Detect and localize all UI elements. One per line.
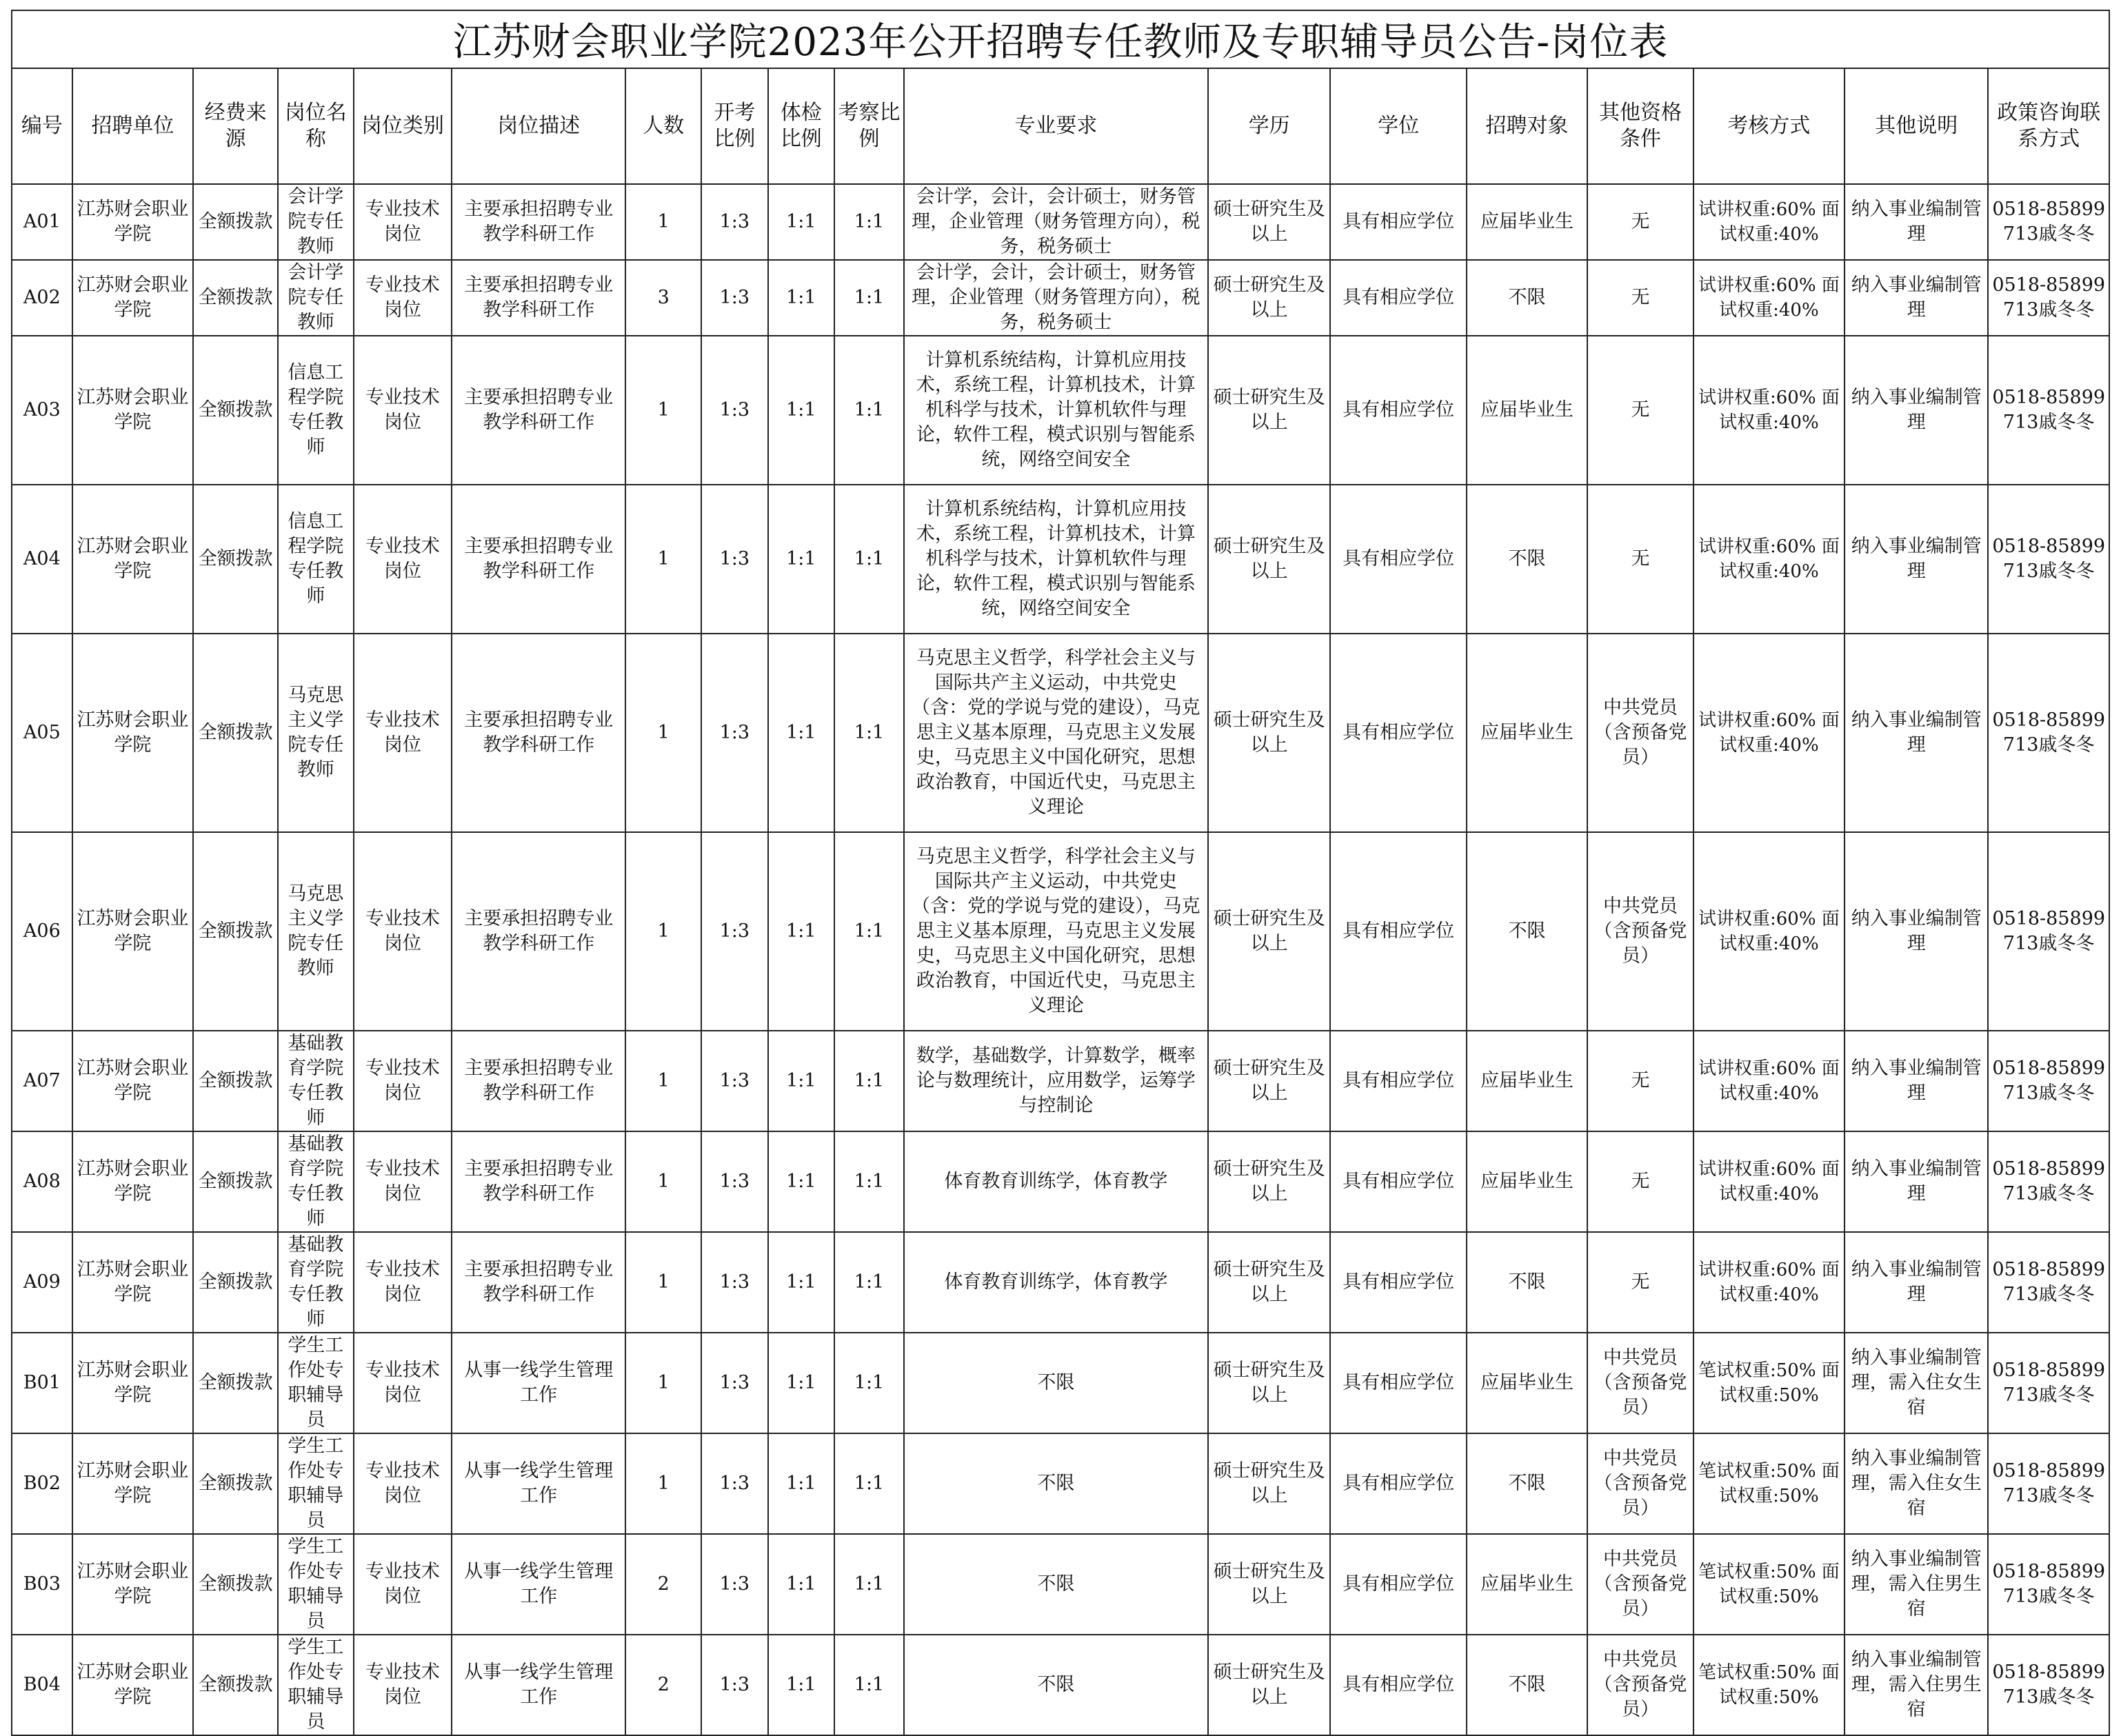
cell-edu: 硕士研究生及以上 bbox=[1208, 634, 1331, 832]
cell-unit: 江苏财会职业学院 bbox=[72, 485, 193, 634]
table-row bbox=[12, 260, 2109, 336]
cell-note: 纳入事业编制管理 bbox=[1844, 184, 1988, 260]
cell-type: 专业技术岗位 bbox=[354, 1433, 452, 1534]
cell-post: 学生工作处专职辅导员 bbox=[278, 1333, 354, 1433]
cell-inv-ratio: 1:1 bbox=[834, 260, 904, 336]
cell-desc: 从事一线学生管理工作 bbox=[452, 1433, 625, 1534]
cell-major: 会计学，会计，会计硕士，财务管理，企业管理（财务管理方向），税务，税务硕士 bbox=[904, 184, 1208, 260]
cell-contact: 0518-85899713戚冬冬 bbox=[1988, 184, 2109, 260]
cell-id: A02 bbox=[12, 260, 72, 336]
table-row bbox=[12, 1232, 2109, 1333]
cell-major: 马克思主义哲学，科学社会主义与国际共产主义运动，中共党史（含：党的学说与党的建设），马克思主义基本原理，马克思主义发展史，马克思主义中国化研究，思想政治教育，中国近代史，马克思主义理论 bbox=[904, 832, 1208, 1031]
cell-note: 纳入事业编制管理 bbox=[1844, 634, 1988, 832]
cell-unit: 江苏财会职业学院 bbox=[72, 634, 193, 832]
cell-exam-ratio: 1:3 bbox=[701, 485, 768, 634]
cell-assess: 试讲权重:60% 面试权重:40% bbox=[1693, 1232, 1844, 1333]
col-header-contact: 政策咨询联系方式 bbox=[1988, 68, 2109, 184]
cell-med-ratio: 1:1 bbox=[768, 1433, 835, 1534]
cell-post: 学生工作处专职辅导员 bbox=[278, 1534, 354, 1635]
cell-id: B02 bbox=[12, 1433, 72, 1534]
cell-med-ratio: 1:1 bbox=[768, 1232, 835, 1333]
cell-degree: 具有相应学位 bbox=[1330, 1433, 1466, 1534]
cell-inv-ratio: 1:1 bbox=[834, 485, 904, 634]
cell-other: 中共党员（含预备党员） bbox=[1587, 1433, 1693, 1534]
cell-other: 无 bbox=[1587, 184, 1693, 260]
cell-degree: 具有相应学位 bbox=[1330, 1232, 1466, 1333]
cell-med-ratio: 1:1 bbox=[768, 1635, 835, 1735]
cell-num: 1 bbox=[625, 832, 701, 1031]
cell-med-ratio: 1:1 bbox=[768, 1333, 835, 1433]
job-posting-sheet bbox=[11, 10, 2110, 1733]
cell-edu: 硕士研究生及以上 bbox=[1208, 260, 1331, 336]
cell-target: 不限 bbox=[1467, 1232, 1587, 1333]
cell-note: 纳入事业编制管理，需入住女生宿 bbox=[1844, 1433, 1988, 1534]
cell-unit: 江苏财会职业学院 bbox=[72, 184, 193, 260]
cell-fund: 全额拨款 bbox=[193, 336, 278, 485]
cell-degree: 具有相应学位 bbox=[1330, 184, 1466, 260]
cell-note: 纳入事业编制管理，需入住男生宿 bbox=[1844, 1534, 1988, 1635]
cell-assess: 试讲权重:60% 面试权重:40% bbox=[1693, 1031, 1844, 1131]
cell-post: 信息工程学院专任教师 bbox=[278, 336, 354, 485]
cell-target: 应届毕业生 bbox=[1467, 1031, 1587, 1131]
cell-exam-ratio: 1:3 bbox=[701, 260, 768, 336]
cell-post: 学生工作处专职辅导员 bbox=[278, 1635, 354, 1735]
cell-id: A09 bbox=[12, 1232, 72, 1333]
cell-id: A04 bbox=[12, 485, 72, 634]
cell-contact: 0518-85899713戚冬冬 bbox=[1988, 1131, 2109, 1232]
cell-unit: 江苏财会职业学院 bbox=[72, 1031, 193, 1131]
cell-major: 不限 bbox=[904, 1433, 1208, 1534]
cell-fund: 全额拨款 bbox=[193, 634, 278, 832]
cell-inv-ratio: 1:1 bbox=[834, 1534, 904, 1635]
cell-post: 基础教育学院专任教师 bbox=[278, 1232, 354, 1333]
cell-desc: 从事一线学生管理工作 bbox=[452, 1534, 625, 1635]
cell-major: 不限 bbox=[904, 1635, 1208, 1735]
cell-inv-ratio: 1:1 bbox=[834, 1635, 904, 1735]
cell-type: 专业技术岗位 bbox=[354, 1333, 452, 1433]
cell-type: 专业技术岗位 bbox=[354, 485, 452, 634]
cell-med-ratio: 1:1 bbox=[768, 1131, 835, 1232]
cell-edu: 硕士研究生及以上 bbox=[1208, 485, 1331, 634]
cell-target: 不限 bbox=[1467, 1433, 1587, 1534]
cell-edu: 硕士研究生及以上 bbox=[1208, 1131, 1331, 1232]
cell-unit: 江苏财会职业学院 bbox=[72, 260, 193, 336]
cell-note: 纳入事业编制管理 bbox=[1844, 1131, 1988, 1232]
cell-med-ratio: 1:1 bbox=[768, 634, 835, 832]
cell-type: 专业技术岗位 bbox=[354, 1534, 452, 1635]
cell-other: 无 bbox=[1587, 485, 1693, 634]
cell-num: 3 bbox=[625, 260, 701, 336]
cell-target: 不限 bbox=[1467, 1635, 1587, 1735]
col-header-major: 专业要求 bbox=[904, 68, 1208, 184]
cell-target: 应届毕业生 bbox=[1467, 1131, 1587, 1232]
col-header-degree: 学位 bbox=[1330, 68, 1466, 184]
cell-id: B03 bbox=[12, 1534, 72, 1635]
cell-exam-ratio: 1:3 bbox=[701, 1534, 768, 1635]
cell-desc: 主要承担招聘专业教学科研工作 bbox=[452, 634, 625, 832]
table-row bbox=[12, 336, 2109, 485]
cell-id: A07 bbox=[12, 1031, 72, 1131]
cell-degree: 具有相应学位 bbox=[1330, 832, 1466, 1031]
cell-edu: 硕士研究生及以上 bbox=[1208, 1333, 1331, 1433]
cell-fund: 全额拨款 bbox=[193, 1131, 278, 1232]
col-header-exam-ratio: 开考比例 bbox=[701, 68, 768, 184]
cell-contact: 0518-85899713戚冬冬 bbox=[1988, 1031, 2109, 1131]
table-row bbox=[12, 485, 2109, 634]
cell-num: 1 bbox=[625, 1131, 701, 1232]
cell-target: 应届毕业生 bbox=[1467, 1534, 1587, 1635]
cell-degree: 具有相应学位 bbox=[1330, 260, 1466, 336]
cell-exam-ratio: 1:3 bbox=[701, 832, 768, 1031]
cell-target: 不限 bbox=[1467, 260, 1587, 336]
cell-id: A01 bbox=[12, 184, 72, 260]
cell-note: 纳入事业编制管理 bbox=[1844, 1031, 1988, 1131]
cell-post: 马克思主义学院专任教师 bbox=[278, 634, 354, 832]
cell-target: 应届毕业生 bbox=[1467, 1333, 1587, 1433]
cell-target: 不限 bbox=[1467, 832, 1587, 1031]
table-row bbox=[12, 184, 2109, 260]
cell-fund: 全额拨款 bbox=[193, 1635, 278, 1735]
cell-num: 1 bbox=[625, 184, 701, 260]
cell-fund: 全额拨款 bbox=[193, 1031, 278, 1131]
cell-post: 基础教育学院专任教师 bbox=[278, 1131, 354, 1232]
cell-num: 1 bbox=[625, 485, 701, 634]
cell-major: 数学，基础数学，计算数学，概率论与数理统计，应用数学，运筹学与控制论 bbox=[904, 1031, 1208, 1131]
cell-target: 不限 bbox=[1467, 485, 1587, 634]
cell-inv-ratio: 1:1 bbox=[834, 1131, 904, 1232]
col-header-other: 其他资格条件 bbox=[1587, 68, 1693, 184]
cell-edu: 硕士研究生及以上 bbox=[1208, 1031, 1331, 1131]
cell-num: 1 bbox=[625, 634, 701, 832]
cell-exam-ratio: 1:3 bbox=[701, 1635, 768, 1735]
cell-edu: 硕士研究生及以上 bbox=[1208, 336, 1331, 485]
cell-major: 体育教育训练学，体育教学 bbox=[904, 1131, 1208, 1232]
cell-degree: 具有相应学位 bbox=[1330, 1534, 1466, 1635]
cell-inv-ratio: 1:1 bbox=[834, 832, 904, 1031]
cell-desc: 主要承担招聘专业教学科研工作 bbox=[452, 832, 625, 1031]
col-header-assess: 考核方式 bbox=[1693, 68, 1844, 184]
cell-exam-ratio: 1:3 bbox=[701, 1433, 768, 1534]
cell-major: 计算机系统结构，计算机应用技术，系统工程，计算机技术，计算机科学与技术，计算机软件与理论，软件工程，模式识别与智能系统，网络空间安全 bbox=[904, 485, 1208, 634]
cell-assess: 试讲权重:60% 面试权重:40% bbox=[1693, 634, 1844, 832]
cell-other: 无 bbox=[1587, 336, 1693, 485]
cell-inv-ratio: 1:1 bbox=[834, 1333, 904, 1433]
col-header-desc: 岗位描述 bbox=[452, 68, 625, 184]
col-header-edu: 学历 bbox=[1208, 68, 1331, 184]
cell-contact: 0518-85899713戚冬冬 bbox=[1988, 1534, 2109, 1635]
cell-edu: 硕士研究生及以上 bbox=[1208, 1635, 1331, 1735]
cell-edu: 硕士研究生及以上 bbox=[1208, 1232, 1331, 1333]
cell-other: 无 bbox=[1587, 1031, 1693, 1131]
cell-num: 1 bbox=[625, 1232, 701, 1333]
cell-assess: 试讲权重:60% 面试权重:40% bbox=[1693, 184, 1844, 260]
cell-exam-ratio: 1:3 bbox=[701, 634, 768, 832]
cell-type: 专业技术岗位 bbox=[354, 1232, 452, 1333]
cell-edu: 硕士研究生及以上 bbox=[1208, 832, 1331, 1031]
cell-fund: 全额拨款 bbox=[193, 184, 278, 260]
cell-inv-ratio: 1:1 bbox=[834, 1031, 904, 1131]
cell-other: 无 bbox=[1587, 260, 1693, 336]
cell-id: B01 bbox=[12, 1333, 72, 1433]
cell-id: A03 bbox=[12, 336, 72, 485]
col-header-unit: 招聘单位 bbox=[72, 68, 193, 184]
cell-assess: 试讲权重:60% 面试权重:40% bbox=[1693, 485, 1844, 634]
cell-contact: 0518-85899713戚冬冬 bbox=[1988, 336, 2109, 485]
cell-assess: 试讲权重:60% 面试权重:40% bbox=[1693, 336, 1844, 485]
cell-exam-ratio: 1:3 bbox=[701, 1333, 768, 1433]
cell-type: 专业技术岗位 bbox=[354, 184, 452, 260]
cell-note: 纳入事业编制管理 bbox=[1844, 832, 1988, 1031]
cell-contact: 0518-85899713戚冬冬 bbox=[1988, 1433, 2109, 1534]
cell-note: 纳入事业编制管理 bbox=[1844, 1232, 1988, 1333]
cell-unit: 江苏财会职业学院 bbox=[72, 1131, 193, 1232]
cell-type: 专业技术岗位 bbox=[354, 1635, 452, 1735]
cell-inv-ratio: 1:1 bbox=[834, 184, 904, 260]
table-row bbox=[12, 1131, 2109, 1232]
cell-assess: 笔试权重:50% 面试权重:50% bbox=[1693, 1635, 1844, 1735]
cell-num: 1 bbox=[625, 1333, 701, 1433]
cell-post: 基础教育学院专任教师 bbox=[278, 1031, 354, 1131]
cell-desc: 从事一线学生管理工作 bbox=[452, 1635, 625, 1735]
cell-edu: 硕士研究生及以上 bbox=[1208, 184, 1331, 260]
cell-type: 专业技术岗位 bbox=[354, 336, 452, 485]
cell-other: 中共党员（含预备党员） bbox=[1587, 1333, 1693, 1433]
cell-major: 计算机系统结构，计算机应用技术，系统工程，计算机技术，计算机科学与技术，计算机软件与理论，软件工程，模式识别与智能系统，网络空间安全 bbox=[904, 336, 1208, 485]
cell-desc: 主要承担招聘专业教学科研工作 bbox=[452, 336, 625, 485]
cell-target: 应届毕业生 bbox=[1467, 634, 1587, 832]
cell-exam-ratio: 1:3 bbox=[701, 1131, 768, 1232]
cell-major: 不限 bbox=[904, 1333, 1208, 1433]
cell-degree: 具有相应学位 bbox=[1330, 485, 1466, 634]
cell-other: 无 bbox=[1587, 1232, 1693, 1333]
cell-degree: 具有相应学位 bbox=[1330, 1635, 1466, 1735]
cell-major: 马克思主义哲学，科学社会主义与国际共产主义运动，中共党史（含：党的学说与党的建设），马克思主义基本原理，马克思主义发展史，马克思主义中国化研究，思想政治教育，中国近代史，马克思主义理论 bbox=[904, 634, 1208, 832]
cell-desc: 主要承担招聘专业教学科研工作 bbox=[452, 1232, 625, 1333]
cell-assess: 试讲权重:60% 面试权重:40% bbox=[1693, 832, 1844, 1031]
table-row bbox=[12, 1031, 2109, 1131]
cell-fund: 全额拨款 bbox=[193, 1232, 278, 1333]
cell-assess: 笔试权重:50% 面试权重:50% bbox=[1693, 1433, 1844, 1534]
cell-contact: 0518-85899713戚冬冬 bbox=[1988, 1232, 2109, 1333]
cell-inv-ratio: 1:1 bbox=[834, 634, 904, 832]
cell-note: 纳入事业编制管理 bbox=[1844, 336, 1988, 485]
table-row bbox=[12, 1333, 2109, 1433]
cell-major: 不限 bbox=[904, 1534, 1208, 1635]
cell-other: 中共党员（含预备党员） bbox=[1587, 1534, 1693, 1635]
cell-other: 中共党员（含预备党员） bbox=[1587, 1635, 1693, 1735]
cell-fund: 全额拨款 bbox=[193, 1333, 278, 1433]
table-row bbox=[12, 634, 2109, 832]
cell-degree: 具有相应学位 bbox=[1330, 336, 1466, 485]
cell-other: 中共党员（含预备党员） bbox=[1587, 634, 1693, 832]
cell-id: A08 bbox=[12, 1131, 72, 1232]
cell-num: 1 bbox=[625, 336, 701, 485]
cell-desc: 主要承担招聘专业教学科研工作 bbox=[452, 485, 625, 634]
header-row bbox=[12, 68, 2109, 184]
cell-contact: 0518-85899713戚冬冬 bbox=[1988, 832, 2109, 1031]
cell-unit: 江苏财会职业学院 bbox=[72, 832, 193, 1031]
cell-degree: 具有相应学位 bbox=[1330, 634, 1466, 832]
col-header-inv-ratio: 考察比例 bbox=[834, 68, 904, 184]
cell-fund: 全额拨款 bbox=[193, 1534, 278, 1635]
cell-fund: 全额拨款 bbox=[193, 1433, 278, 1534]
cell-unit: 江苏财会职业学院 bbox=[72, 1232, 193, 1333]
sheet-title: 江苏财会职业学院2023年公开招聘专任教师及专职辅导员公告-岗位表 bbox=[11, 10, 2110, 68]
cell-post: 会计学院专任教师 bbox=[278, 260, 354, 336]
cell-unit: 江苏财会职业学院 bbox=[72, 1534, 193, 1635]
cell-type: 专业技术岗位 bbox=[354, 1131, 452, 1232]
cell-contact: 0518-85899713戚冬冬 bbox=[1988, 1635, 2109, 1735]
cell-other: 无 bbox=[1587, 1131, 1693, 1232]
cell-degree: 具有相应学位 bbox=[1330, 1031, 1466, 1131]
cell-note: 纳入事业编制管理，需入住女生宿 bbox=[1844, 1333, 1988, 1433]
cell-post: 马克思主义学院专任教师 bbox=[278, 832, 354, 1031]
cell-exam-ratio: 1:3 bbox=[701, 336, 768, 485]
col-header-num: 人数 bbox=[625, 68, 701, 184]
job-table bbox=[11, 68, 2110, 1736]
cell-desc: 主要承担招聘专业教学科研工作 bbox=[452, 260, 625, 336]
cell-fund: 全额拨款 bbox=[193, 832, 278, 1031]
table-row bbox=[12, 832, 2109, 1031]
cell-contact: 0518-85899713戚冬冬 bbox=[1988, 1333, 2109, 1433]
cell-med-ratio: 1:1 bbox=[768, 832, 835, 1031]
cell-edu: 硕士研究生及以上 bbox=[1208, 1433, 1331, 1534]
table-row bbox=[12, 1635, 2109, 1735]
table-row bbox=[12, 1433, 2109, 1534]
cell-desc: 主要承担招聘专业教学科研工作 bbox=[452, 1131, 625, 1232]
cell-exam-ratio: 1:3 bbox=[701, 1031, 768, 1131]
col-header-type: 岗位类别 bbox=[354, 68, 452, 184]
cell-post: 学生工作处专职辅导员 bbox=[278, 1433, 354, 1534]
col-header-med-ratio: 体检比例 bbox=[768, 68, 835, 184]
cell-type: 专业技术岗位 bbox=[354, 634, 452, 832]
cell-note: 纳入事业编制管理 bbox=[1844, 485, 1988, 634]
cell-inv-ratio: 1:1 bbox=[834, 1232, 904, 1333]
col-header-target: 招聘对象 bbox=[1467, 68, 1587, 184]
cell-major: 体育教育训练学，体育教学 bbox=[904, 1232, 1208, 1333]
cell-other: 中共党员（含预备党员） bbox=[1587, 832, 1693, 1031]
col-header-fund: 经费来源 bbox=[193, 68, 278, 184]
cell-assess: 笔试权重:50% 面试权重:50% bbox=[1693, 1333, 1844, 1433]
cell-num: 2 bbox=[625, 1635, 701, 1735]
col-header-post: 岗位名称 bbox=[278, 68, 354, 184]
cell-fund: 全额拨款 bbox=[193, 260, 278, 336]
cell-desc: 主要承担招聘专业教学科研工作 bbox=[452, 184, 625, 260]
cell-contact: 0518-85899713戚冬冬 bbox=[1988, 634, 2109, 832]
cell-assess: 笔试权重:50% 面试权重:50% bbox=[1693, 1534, 1844, 1635]
cell-degree: 具有相应学位 bbox=[1330, 1131, 1466, 1232]
cell-type: 专业技术岗位 bbox=[354, 1031, 452, 1131]
cell-med-ratio: 1:1 bbox=[768, 260, 835, 336]
cell-unit: 江苏财会职业学院 bbox=[72, 1433, 193, 1534]
cell-med-ratio: 1:1 bbox=[768, 184, 835, 260]
cell-target: 应届毕业生 bbox=[1467, 184, 1587, 260]
cell-post: 会计学院专任教师 bbox=[278, 184, 354, 260]
cell-id: A06 bbox=[12, 832, 72, 1031]
col-header-id: 编号 bbox=[12, 68, 72, 184]
cell-target: 应届毕业生 bbox=[1467, 336, 1587, 485]
cell-contact: 0518-85899713戚冬冬 bbox=[1988, 485, 2109, 634]
cell-num: 1 bbox=[625, 1031, 701, 1131]
cell-major: 会计学，会计，会计硕士，财务管理，企业管理（财务管理方向），税务，税务硕士 bbox=[904, 260, 1208, 336]
cell-desc: 从事一线学生管理工作 bbox=[452, 1333, 625, 1433]
cell-assess: 试讲权重:60% 面试权重:40% bbox=[1693, 260, 1844, 336]
cell-edu: 硕士研究生及以上 bbox=[1208, 1534, 1331, 1635]
cell-unit: 江苏财会职业学院 bbox=[72, 336, 193, 485]
cell-contact: 0518-85899713戚冬冬 bbox=[1988, 260, 2109, 336]
col-header-note: 其他说明 bbox=[1844, 68, 1988, 184]
cell-assess: 试讲权重:60% 面试权重:40% bbox=[1693, 1131, 1844, 1232]
table-row bbox=[12, 1534, 2109, 1635]
cell-num: 1 bbox=[625, 1433, 701, 1534]
cell-med-ratio: 1:1 bbox=[768, 1031, 835, 1131]
cell-med-ratio: 1:1 bbox=[768, 485, 835, 634]
cell-num: 2 bbox=[625, 1534, 701, 1635]
cell-note: 纳入事业编制管理，需入住男生宿 bbox=[1844, 1635, 1988, 1735]
cell-type: 专业技术岗位 bbox=[354, 260, 452, 336]
cell-type: 专业技术岗位 bbox=[354, 832, 452, 1031]
cell-inv-ratio: 1:1 bbox=[834, 336, 904, 485]
cell-note: 纳入事业编制管理 bbox=[1844, 260, 1988, 336]
cell-desc: 主要承担招聘专业教学科研工作 bbox=[452, 1031, 625, 1131]
cell-exam-ratio: 1:3 bbox=[701, 184, 768, 260]
cell-id: A05 bbox=[12, 634, 72, 832]
cell-unit: 江苏财会职业学院 bbox=[72, 1333, 193, 1433]
cell-degree: 具有相应学位 bbox=[1330, 1333, 1466, 1433]
cell-unit: 江苏财会职业学院 bbox=[72, 1635, 193, 1735]
cell-fund: 全额拨款 bbox=[193, 485, 278, 634]
cell-post: 信息工程学院专任教师 bbox=[278, 485, 354, 634]
cell-exam-ratio: 1:3 bbox=[701, 1232, 768, 1333]
cell-med-ratio: 1:1 bbox=[768, 1534, 835, 1635]
cell-med-ratio: 1:1 bbox=[768, 336, 835, 485]
cell-inv-ratio: 1:1 bbox=[834, 1433, 904, 1534]
cell-id: B04 bbox=[12, 1635, 72, 1735]
